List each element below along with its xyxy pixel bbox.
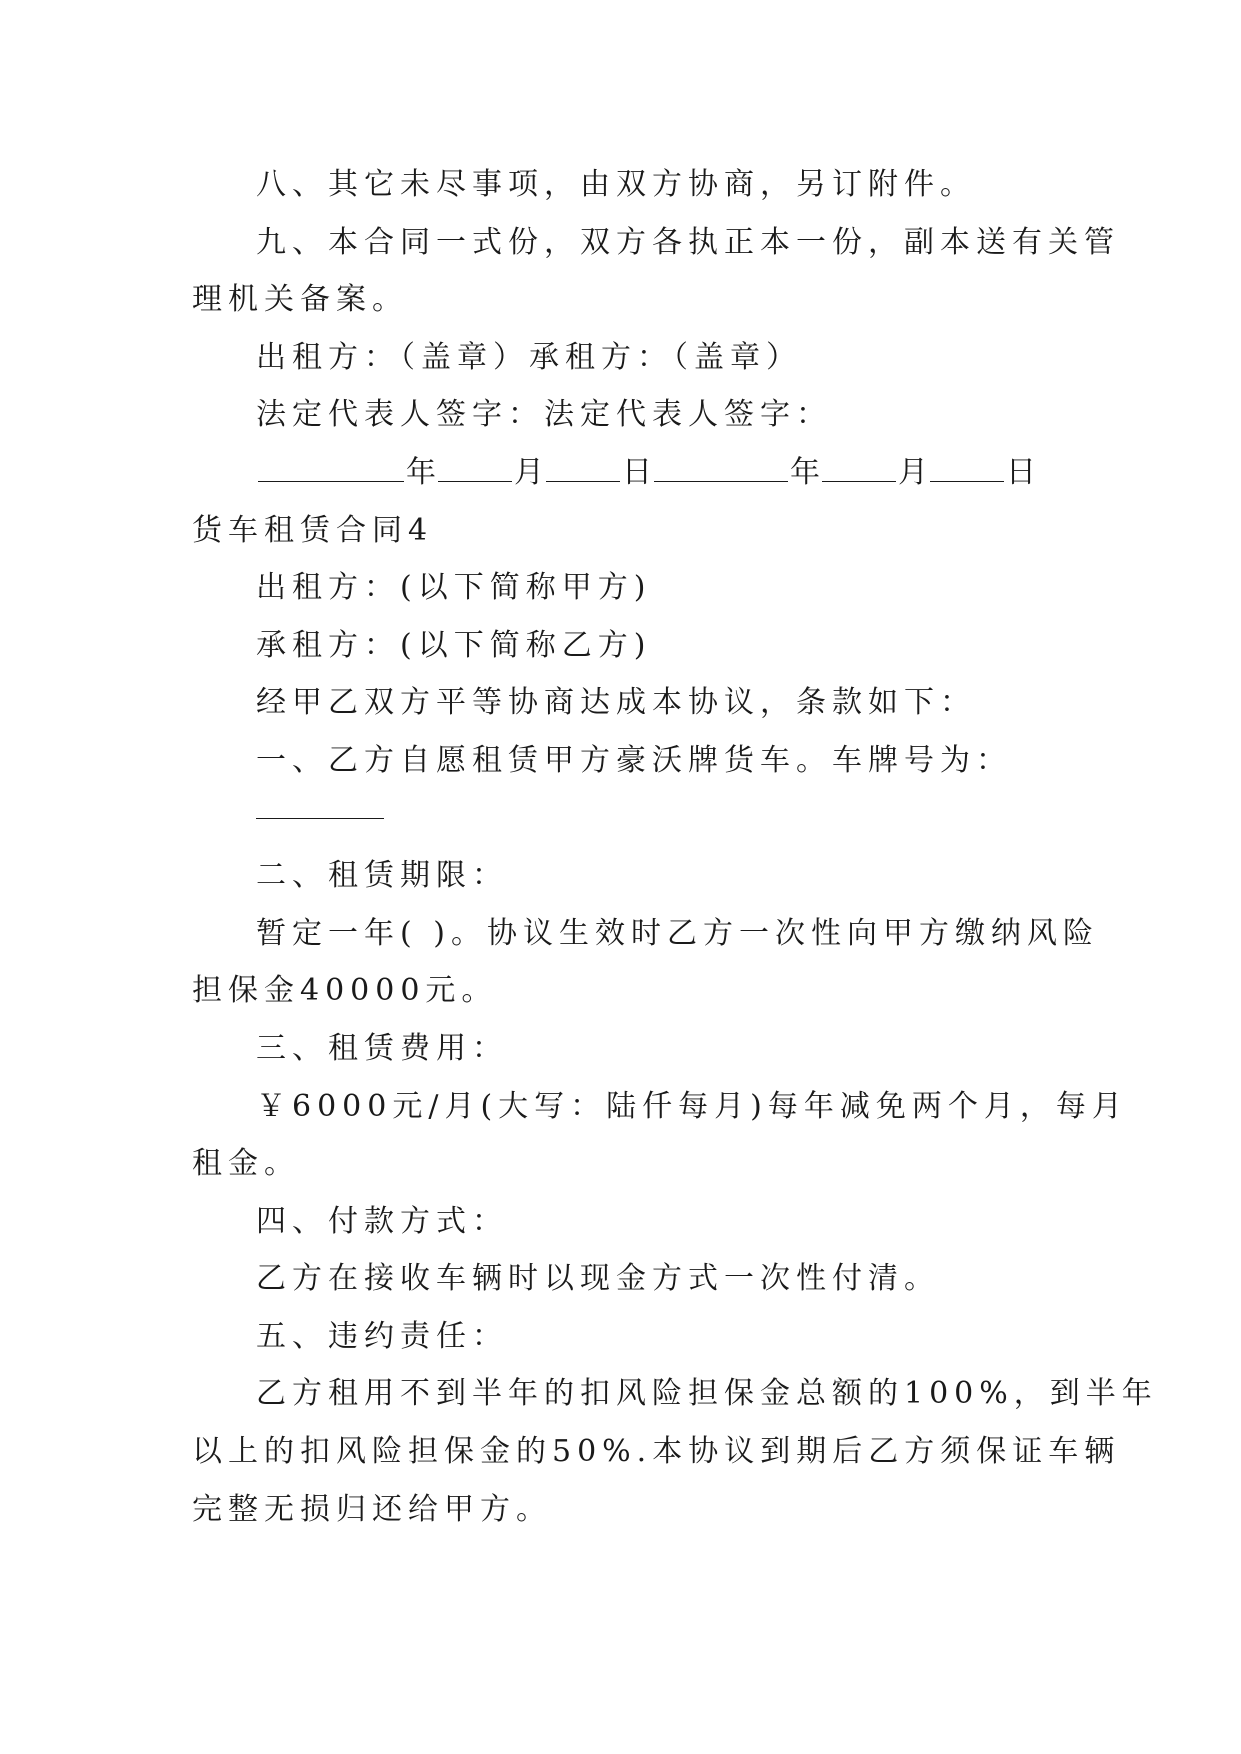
clause-4-body: 乙方在接收车辆时以现金方式一次性付清。 [256,1261,940,1297]
clause-9: 九、本合同一式份，双方各执正本一份，副本送有关管 [256,224,1120,260]
clause-2-body: 暂定一年( )。协议生效时乙方一次性向甲方缴纳风险 [256,915,1099,951]
clause-5-body-continued-1: 以上的扣风险担保金的50%.本协议到期后乙方须保证车辆 [192,1434,1121,1470]
clause-5-body: 乙方租用不到半年的扣风险担保金总额的100%，到半年 [256,1376,1158,1412]
lessor-line: 出租方：(以下简称甲方) [256,570,652,606]
clause-8: 八、其它未尽事项，由双方协商，另订附件。 [256,167,976,202]
year-unit-1: 年 [406,454,436,490]
date-blanks [192,444,1047,502]
signature-line: 法定代表人签字：法定代表人签字： [256,397,832,433]
month-blank-2 [822,451,896,482]
month-blank-1 [438,451,512,482]
month-unit-1: 月 [514,454,544,490]
clause-4-heading: 四、付款方式： [256,1203,508,1239]
day-unit-1: 日 [622,454,652,490]
year-blank-2 [654,451,788,482]
seal-line: 出租方：（盖章）承租方：（盖章） [256,339,802,375]
lessee-line: 承租方：(以下简称乙方) [256,627,652,663]
month-unit-2: 月 [898,454,928,490]
year-unit-2: 年 [790,454,820,490]
plate-number-rule [256,818,384,819]
clause-3-body: ￥6000元/月(大写：陆仟每月)每年减免两个月，每月 [256,1088,1128,1124]
clause-2-heading: 二、租赁期限： [256,858,508,894]
contract-body [192,156,1158,1538]
day-unit-2: 日 [1006,454,1036,490]
clause-9-continued: 理机关备案。 [192,282,408,318]
clause-1: 一、乙方自愿租赁甲方豪沃牌货车。车牌号为： [256,742,1012,778]
plate-number-blank [192,790,1047,848]
clause-5-body-continued-2: 完整无损归还给甲方。 [192,1491,552,1527]
day-blank-1 [546,451,620,482]
clause-3-heading: 三、租赁费用： [256,1030,508,1066]
year-blank-1 [258,451,404,482]
clause-2-body-continued: 担保金40000元。 [192,973,498,1009]
day-blank-2 [930,451,1004,482]
agreement-intro: 经甲乙双方平等协商达成本协议，条款如下： [256,685,976,721]
clause-3-body-continued: 租金。 [192,1146,300,1182]
contract-title: 货车租赁合同4 [192,512,434,548]
clause-5-heading: 五、违约责任： [256,1318,508,1354]
